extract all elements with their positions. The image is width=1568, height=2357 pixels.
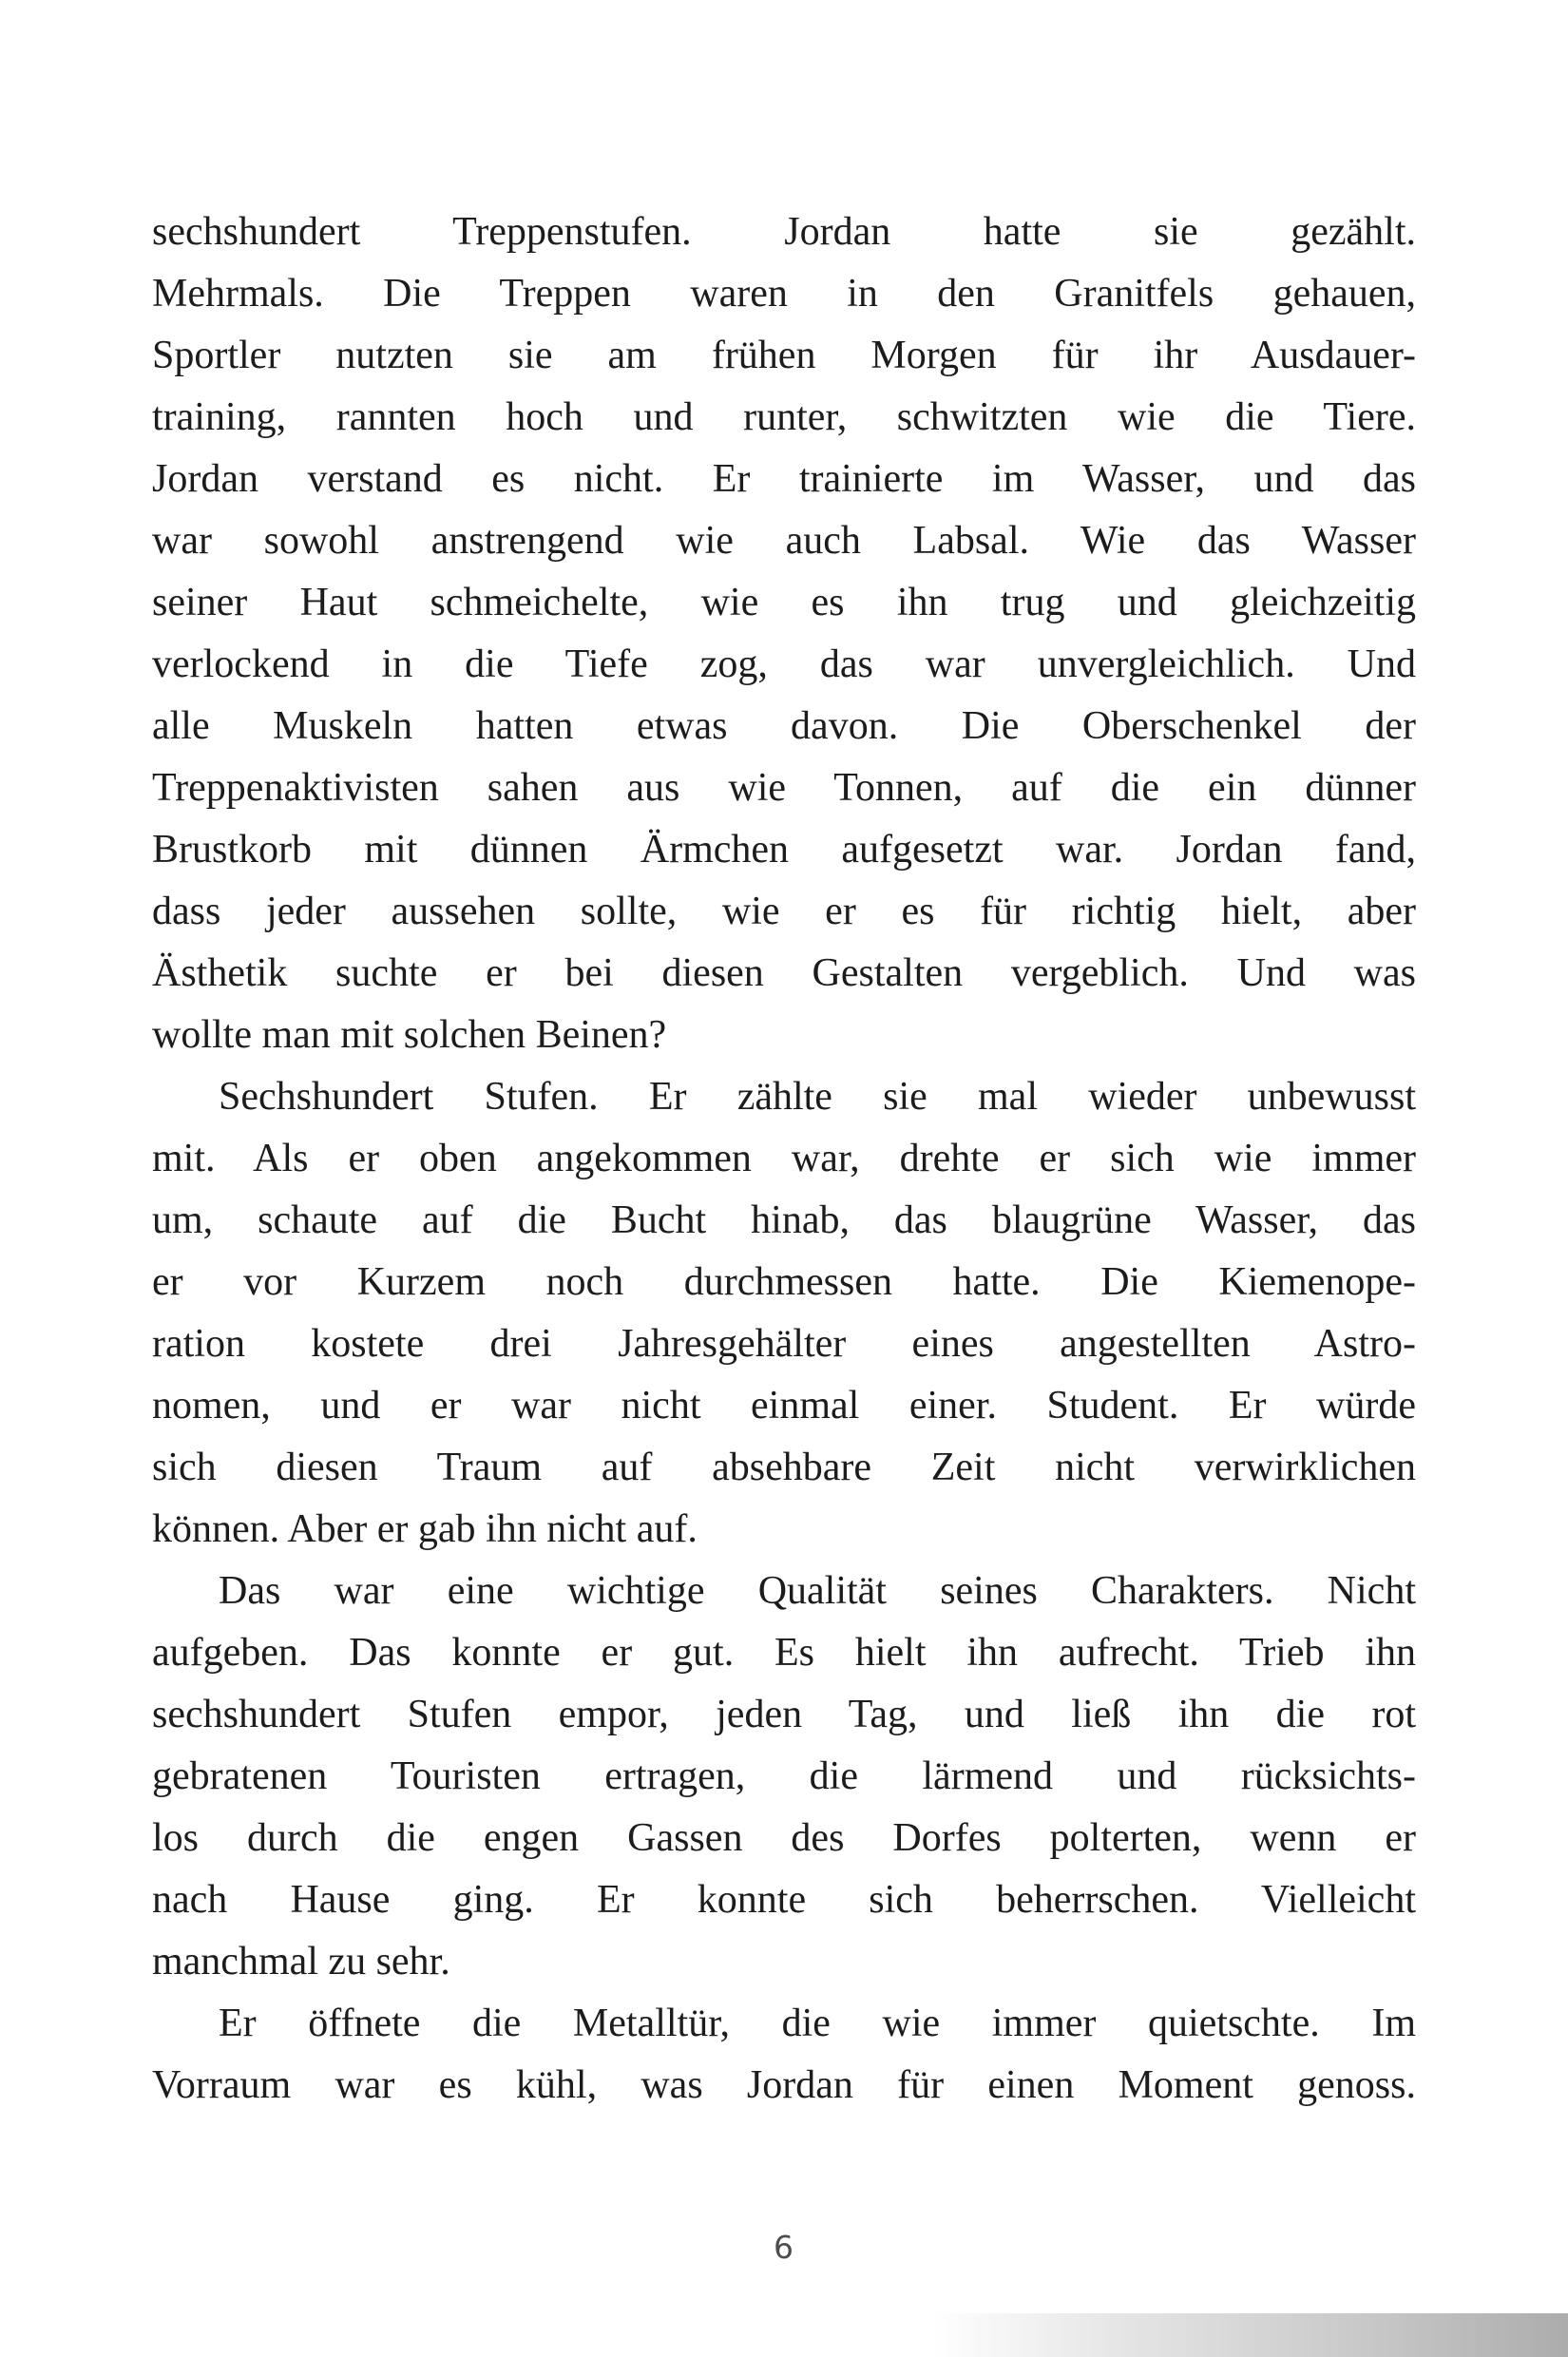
text-line: nach Hause ging. Er konnte sich beherrschen. Vielleicht <box>152 1878 1416 1922</box>
text-block <box>152 201 1416 2117</box>
text-line: Ästhetik suchte er bei diesen Gestalten vergeblich. Und was <box>152 951 1416 995</box>
text-line: nomen, und er war nicht einmal einer. Student. Er würde <box>152 1384 1416 1428</box>
text-line: Das war eine wichtige Qualität seines Charakters. Nicht <box>219 1569 1416 1613</box>
text-line: manchmal zu sehr. <box>152 1940 450 1983</box>
text-line: dass jeder aussehen sollte, wie er es für richtig hielt, aber <box>152 890 1416 933</box>
paragraph <box>152 1993 1416 2117</box>
page-edge-shadow <box>931 2313 1568 2357</box>
text-line: mit. Als er oben angekommen war, drehte er sich wie immer <box>152 1137 1416 1180</box>
text-line: sechshundert Treppenstufen. Jordan hatte sie gezählt. <box>152 210 1416 254</box>
text-line: können. Aber er gab ihn nicht auf. <box>152 1507 698 1551</box>
text-line: Treppenaktivisten sahen aus wie Tonnen, auf die ein dünner <box>152 766 1416 810</box>
paragraph <box>152 1066 1416 1561</box>
text-line: war sowohl anstrengend wie auch Labsal. Wie das Wasser <box>152 519 1416 563</box>
text-line: er vor Kurzem noch durchmessen hatte. Die Kiemenope- <box>152 1260 1416 1304</box>
text-line: Brustkorb mit dünnen Ärmchen aufgesetzt war. Jordan fand, <box>152 828 1416 872</box>
text-line: los durch die engen Gassen des Dorfes polterten, wenn er <box>152 1816 1416 1860</box>
paragraph <box>152 201 1416 1066</box>
paragraph <box>152 1561 1416 1993</box>
text-line: training, rannten hoch und runter, schwitzten wie die Tiere. <box>152 395 1416 439</box>
text-line: verlockend in die Tiefe zog, das war unvergleichlich. Und <box>152 642 1416 686</box>
text-line: seiner Haut schmeichelte, wie es ihn trug und gleichzeitig <box>152 581 1416 624</box>
text-line: alle Muskeln hatten etwas davon. Die Oberschenkel der <box>152 704 1416 748</box>
page-number: 6 <box>774 2229 794 2266</box>
text-line: ration kostete drei Jahresgehälter eines angestellten Astro- <box>152 1322 1416 1366</box>
text-line: Vorraum war es kühl, was Jordan für einen Moment genoss. <box>152 2063 1416 2107</box>
text-line: Mehrmals. Die Treppen waren in den Granitfels gehauen, <box>152 272 1416 316</box>
text-line: wollte man mit solchen Beinen? <box>152 1013 667 1057</box>
text-line: Sportler nutzten sie am frühen Morgen für ihr Ausdauer- <box>152 334 1416 377</box>
text-line: aufgeben. Das konnte er gut. Es hielt ihn aufrecht. Trieb ihn <box>152 1631 1416 1675</box>
text-line: Er öffnete die Metalltür, die wie immer quietschte. Im <box>219 2002 1416 2045</box>
text-line: Jordan verstand es nicht. Er trainierte im Wasser, und das <box>152 457 1416 501</box>
text-line: um, schaute auf die Bucht hinab, das blaugrüne Wasser, das <box>152 1198 1416 1242</box>
text-line: Sechshundert Stufen. Er zählte sie mal wieder unbewusst <box>219 1075 1416 1119</box>
text-line: sich diesen Traum auf absehbare Zeit nicht verwirklichen <box>152 1446 1416 1489</box>
text-line: sechshundert Stufen empor, jeden Tag, und ließ ihn die rot <box>152 1693 1416 1736</box>
text-line: gebratenen Touristen ertragen, die lärmend und rücksichts- <box>152 1754 1416 1798</box>
